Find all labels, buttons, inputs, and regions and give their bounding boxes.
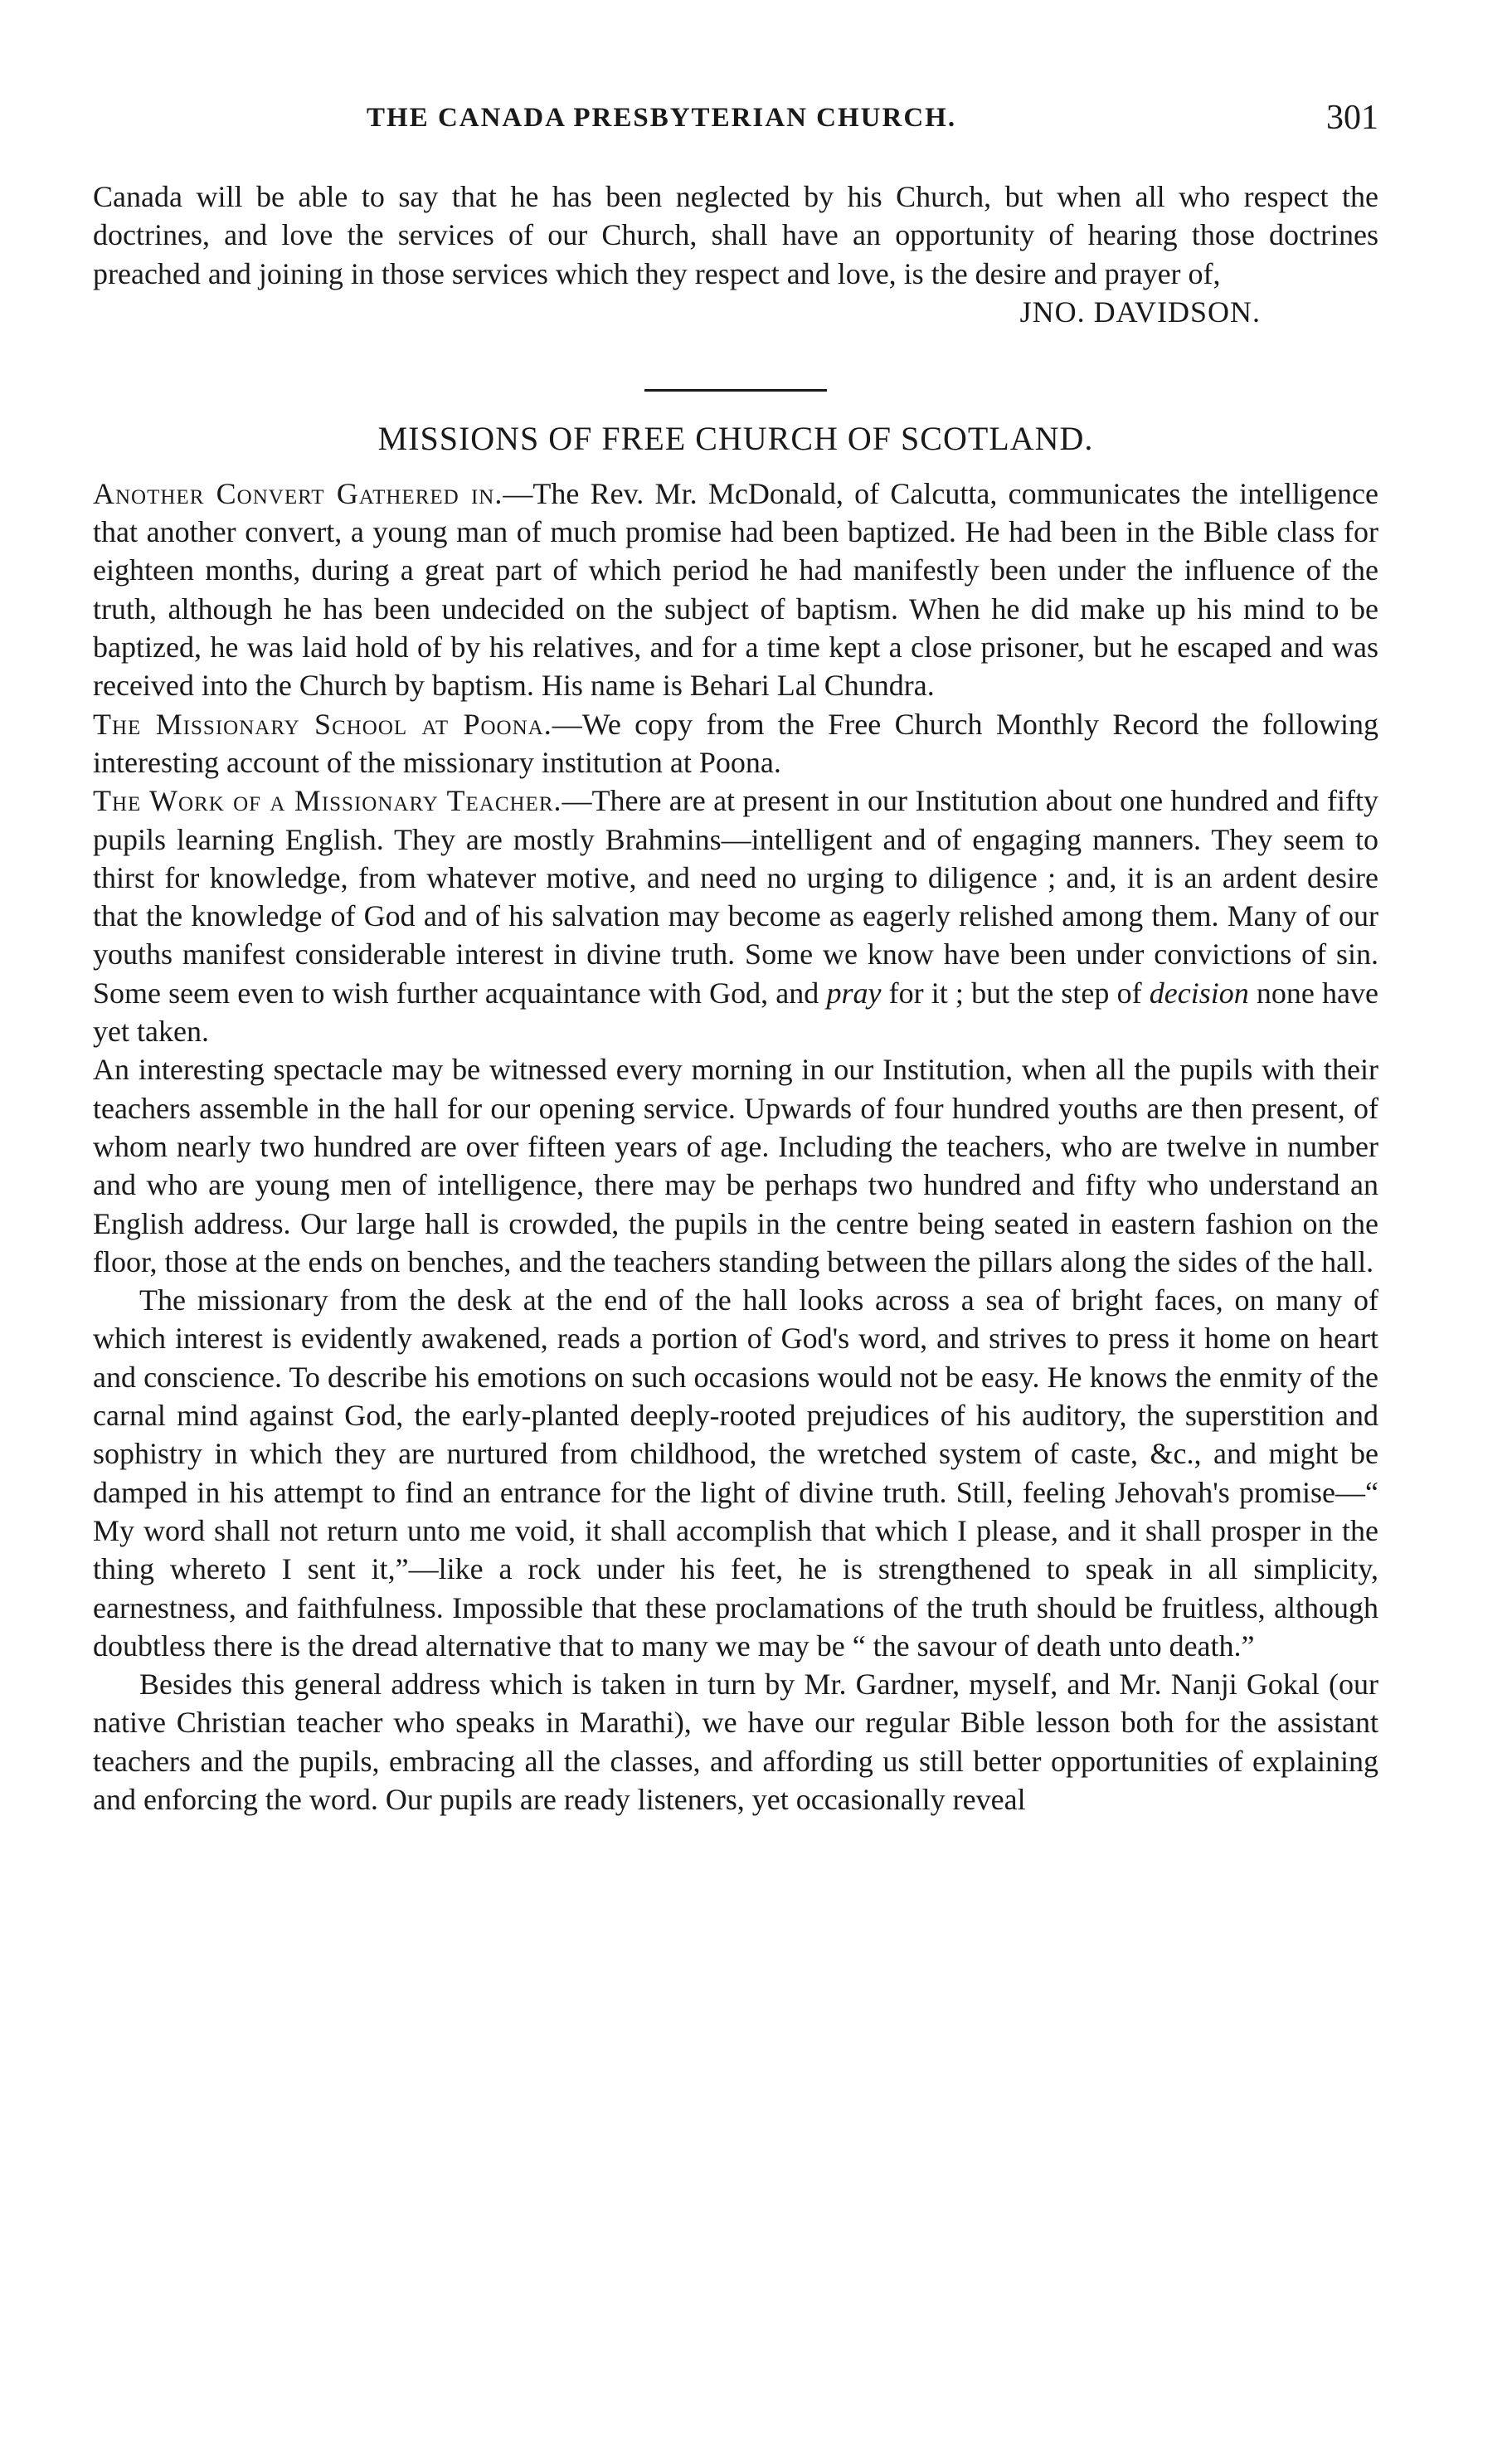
running-head — [93, 98, 1378, 139]
section-divider — [644, 389, 827, 392]
paragraph-morning-spectacle: An interesting spectacle may be witnessed every morning in our Institution, when all the pupils with their teachers assemble in the hall for our opening service. Upwards of four hundred youths are then present, of whom nearly two hundred are over fifteen years of age. Including the teachers, who are twelve in number and who are young men of intelligence, there may be perhaps two hundred and fifty who understand an English address. Our large hall is crowded, the pupils in the centre being seated in eastern fashion on the floor, those at the ends on benches, and the teachers standing between the pillars along the sides of the hall. — [93, 1053, 1378, 1278]
paragraph-text: —The Rev. Mr. McDonald, of Calcutta, communicates the intelligence that another convert, a young man of much promise had been baptized. He had been in the Bible class for eighteen months, during a great part of which period he had manifestly been under the influence of the truth, although he has been undecided on the subject of baptism. When he did make up his mind to be baptized, he was laid hold of by his relatives, and for a time kept a close prisoner, but he escaped and was received into the Church by baptism. His name is Behari Lal Chundra. — [93, 476, 1378, 703]
book-page — [93, 0, 1378, 2459]
run-in-heading-work-of-teacher: The Work of a Missionary Teacher. — [93, 784, 562, 818]
running-title: THE CANADA PRESBYTERIAN CHURCH. — [367, 103, 957, 133]
italic-word-pray: pray — [826, 976, 882, 1010]
paragraph-work-of-teacher — [93, 782, 1378, 1050]
paragraph-text: none have yet taken. — [93, 976, 1378, 1049]
page-number: 301 — [1326, 99, 1378, 137]
paragraph-text: —We copy from the Free Church Monthly Record the following interesting account of the missionary institution at Poona. — [93, 707, 1378, 779]
run-in-heading-missionary-school: The Missionary School at Poona. — [93, 707, 552, 741]
section-title: MISSIONS OF FREE CHURCH OF SCOTLAND. — [377, 419, 1094, 457]
paragraph-missionary-desk: The missionary from the desk at the end of the hall looks across a sea of bright faces, on many of which interest is evidently awakened, reads a portion of God's word, and strives to press it home on heart and conscience. To describe his emotions on such occasions would not be easy. He knows the enmity of the carnal mind against God, the early-planted deeply-rooted prejudices of his auditory, the superstition and sophistry in which they are nurtured from childhood, the wretched system of caste, &c., and might be damped in his attempt to find an entrance for the light of divine truth. Still, feeling Jehovah's promise—“ My word shall not return unto me void, it shall accomplish that which I please, and it shall prosper in the thing whereto I sent it,”—like a rock under his feet, he is strengthened to speak in all simplicity, earnestness, and faithfulness. Impossible that these proclamations of the truth should be fruitless, although doubtless there is the dread alternative that to many we may be “ the savour of death unto death.” — [93, 1283, 1378, 1663]
italic-word-decision: decision — [1149, 976, 1249, 1010]
paragraph-text: for it ; but the step of — [881, 976, 1150, 1010]
paragraph-another-convert — [93, 475, 1378, 705]
paragraph-text: —There are at present in our Institution about one hundred and fifty pupils learning English. They are mostly Brahmins—intelligent and of engaging manners. They seem to thirst for knowledge, from whatever motive, and need no urging to diligence ; and, it is an ardent desire that the knowledge of God and of his salvation may become as eagerly relished among them. Many of our youths manifest considerable interest in divine truth. Some we know have been under convictions of sin. Some seem even to wish further acquaintance with God, and — [93, 784, 1379, 1010]
body-text — [93, 178, 1378, 1819]
paragraph-missionary-school — [93, 705, 1378, 782]
signature: JNO. DAVIDSON. — [1019, 295, 1261, 329]
opening-paragraph: Canada will be able to say that he has been neglected by his Church, but when all who respect the doctrines, and love the services of our Church, shall have an opportunity of hearing those doctrines preached and joining in those services which they respect and love, is the desire and prayer of, — [93, 180, 1378, 290]
run-in-heading-another-convert: Another Convert Gathered in. — [93, 476, 503, 510]
paragraph-bible-lesson: Besides this general address which is taken in turn by Mr. Gardner, myself, and Mr. Nanji Gokal (our native Christian teacher who speaks in Marathi), we have our regular Bible lesson both for the assistant teachers and the pupils, embracing all the classes, and affording us still better opportunities of explaining and enforcing the word. Our pupils are ready listeners, yet occasionally reveal — [93, 1668, 1378, 1816]
